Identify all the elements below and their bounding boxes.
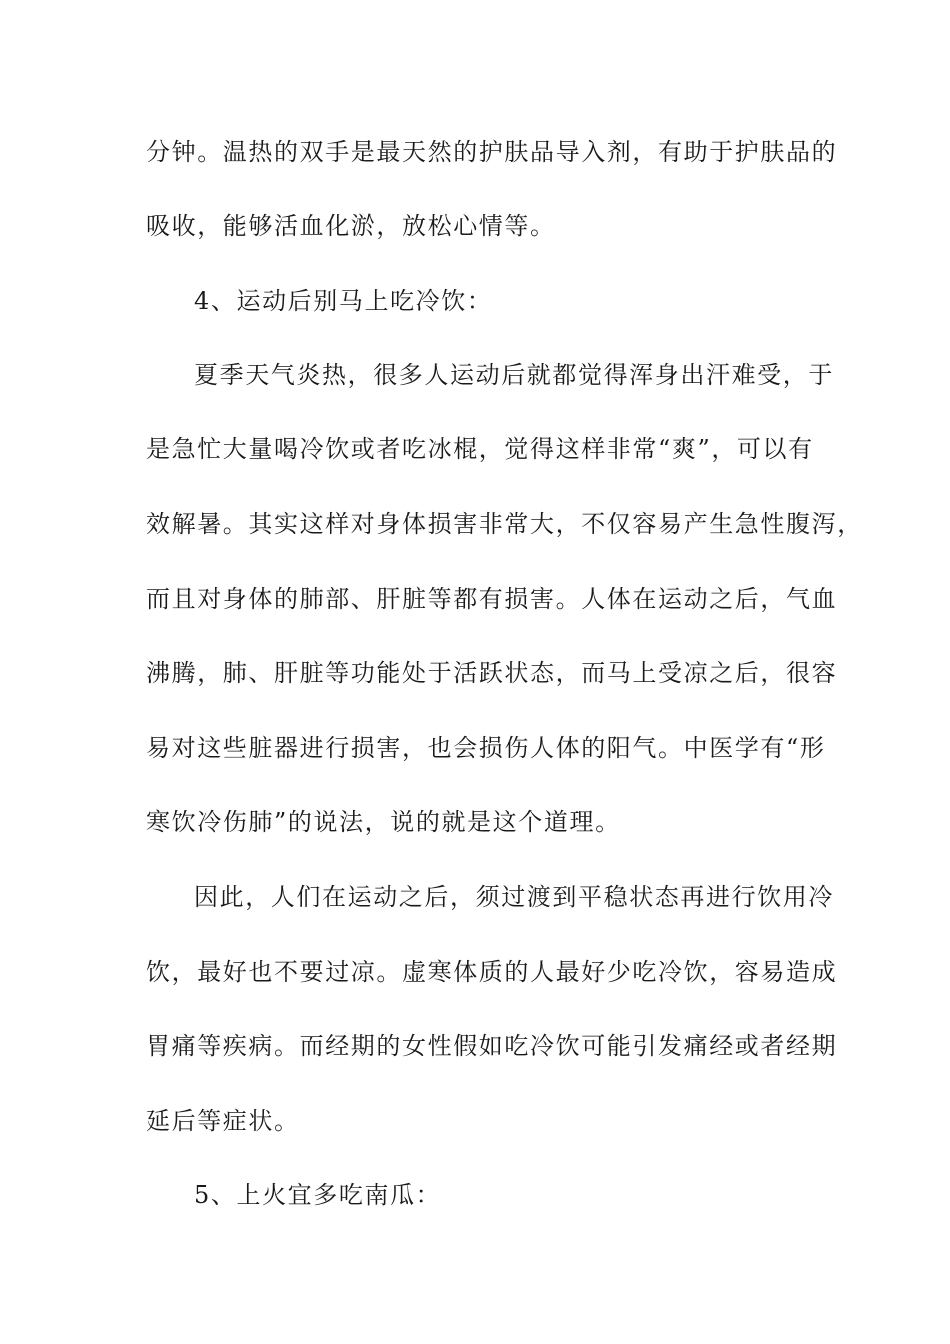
paragraph-line: 夏季天气炎热，很多人运动后就都觉得浑身出汗难受，于	[194, 361, 834, 389]
section-heading: 5、上火宜多吃南瓜：	[194, 1181, 442, 1209]
paragraph-line: 是急忙大量喝冷饮或者吃冰棍，觉得这样非常“爽”，可以有	[146, 435, 814, 463]
paragraph-line: 寒饮冷伤肺”的说法，说的就是这个道理。	[146, 808, 621, 836]
paragraph-line: 因此，人们在运动之后，须过渡到平稳状态再进行饮用冷	[194, 883, 834, 911]
paragraph-line: 沸腾，肺、肝脏等功能处于活跃状态，而马上受凉之后，很容	[146, 659, 838, 687]
paragraph-line: 胃痛等疾病。而经期的女性假如吃冷饮可能引发痛经或者经期	[146, 1032, 838, 1060]
paragraph-line: 吸收，能够活血化淤，放松心情等。	[146, 212, 556, 240]
paragraph-line: 而且对身体的肺部、肝脏等都有损害。人体在运动之后，气血	[146, 585, 838, 613]
paragraph-line: 易对这些脏器进行损害，也会损伤人体的阳气。中医学有“形	[146, 734, 826, 762]
section-heading: 4、运动后别马上吃冷饮：	[194, 287, 493, 315]
paragraph-line: 饮，最好也不要过凉。虚寒体质的人最好少吃冷饮，容易造成	[146, 958, 838, 986]
paragraph-line: 效解暑。其实这样对身体损害非常大，不仅容易产生急性腹泻，	[146, 510, 863, 538]
paragraph-line: 分钟。温热的双手是最天然的护肤品导入剂，有助于护肤品的	[146, 138, 838, 166]
paragraph-line: 延后等症状。	[146, 1107, 300, 1135]
